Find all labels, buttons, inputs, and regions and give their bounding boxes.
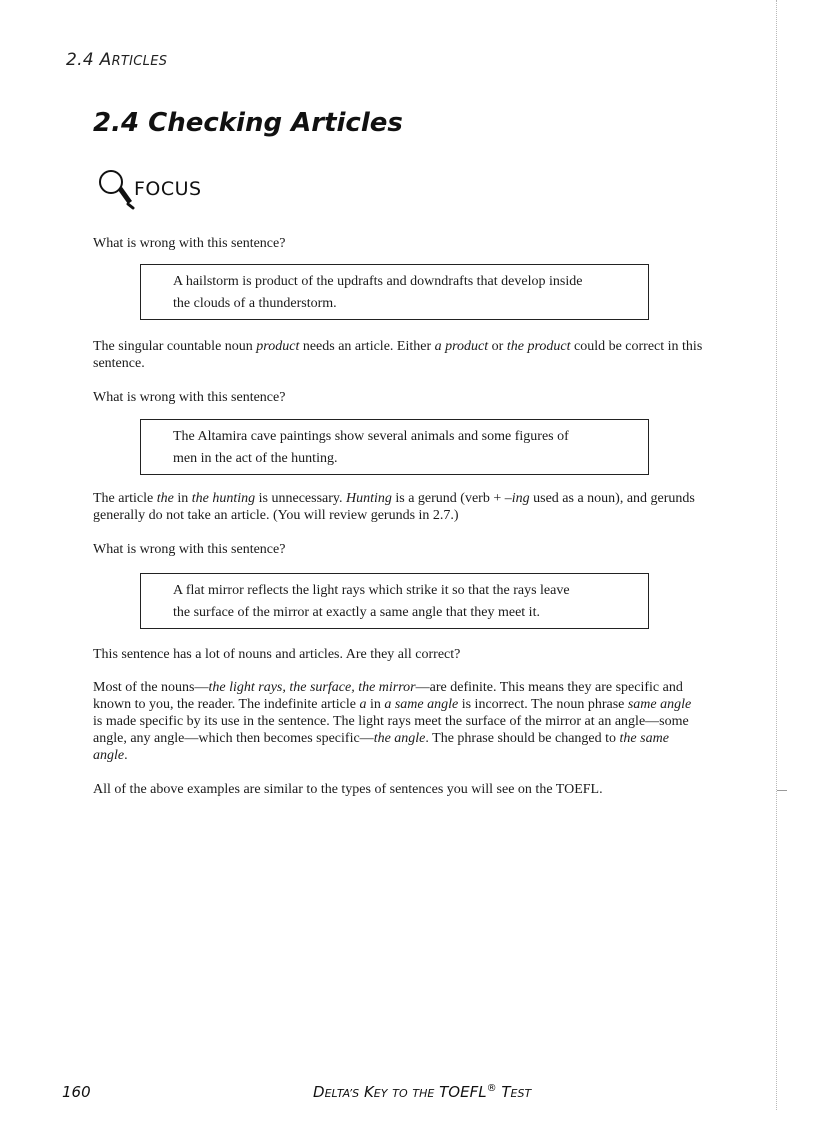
example-box-2 <box>140 419 649 475</box>
scan-edge-line <box>776 0 777 1110</box>
page-number: 160 <box>62 1083 91 1101</box>
example-box-1 <box>140 264 649 320</box>
example-1-line-2: the clouds of a thunderstorm. <box>173 296 337 311</box>
scan-edge-mark <box>777 790 787 791</box>
question-3: What is wrong with this sentence? <box>93 542 286 557</box>
running-head-rest: RTICLES <box>111 54 168 69</box>
question-1: What is wrong with this sentence? <box>93 236 286 251</box>
section-title: 2.4 Checking Articles <box>93 108 403 138</box>
book-title: DELTA’S KEY TO THE TOEFL® TEST <box>313 1083 532 1101</box>
example-3-line-1: A flat mirror reflects the light rays which strike it so that the rays leave <box>173 583 570 598</box>
focus-label: FOCUS <box>134 178 202 200</box>
example-1-line-1: A hailstorm is product of the updrafts and downdrafts that develop inside <box>173 274 583 289</box>
explanation-3: Most of the nouns—the light rays, the surface, the mirror—are definite. This means they are specific and known to you, the reader. The indefinite article a in a same angle is incorrect. The noun phrase same angle is made specific by its use in the sentence. The light rays meet the surface of the mirror at an angle—some angle, any angle—which then becomes specific—the angle. The phrase should be changed to the same angle. <box>93 680 692 763</box>
explanation-1: The singular countable noun product needs an article. Either a product or the product could be correct in this sentence. <box>93 339 703 371</box>
running-head-initial: A <box>99 50 112 70</box>
running-head <box>66 50 167 70</box>
example-2-line-1: The Altamira cave paintings show several animals and some figures of <box>173 429 569 444</box>
example-2-line-2: men in the act of the hunting. <box>173 451 338 466</box>
closing-remark: All of the above examples are similar to the types of sentences you will see on the TOEFL. <box>93 782 603 797</box>
explanation-2: The article the in the hunting is unnecessary. Hunting is a gerund (verb + –ing used as a noun), and gerunds generally do not take an article. (You will review gerunds in 2.7.) <box>93 491 695 523</box>
question-2: What is wrong with this sentence? <box>93 390 286 405</box>
followup-question: This sentence has a lot of nouns and articles. Are they all correct? <box>93 647 461 662</box>
example-box-3 <box>140 573 649 629</box>
example-3-line-2: the surface of the mirror at exactly a same angle that they meet it. <box>173 605 540 620</box>
running-head-section: 2.4 <box>66 50 94 70</box>
